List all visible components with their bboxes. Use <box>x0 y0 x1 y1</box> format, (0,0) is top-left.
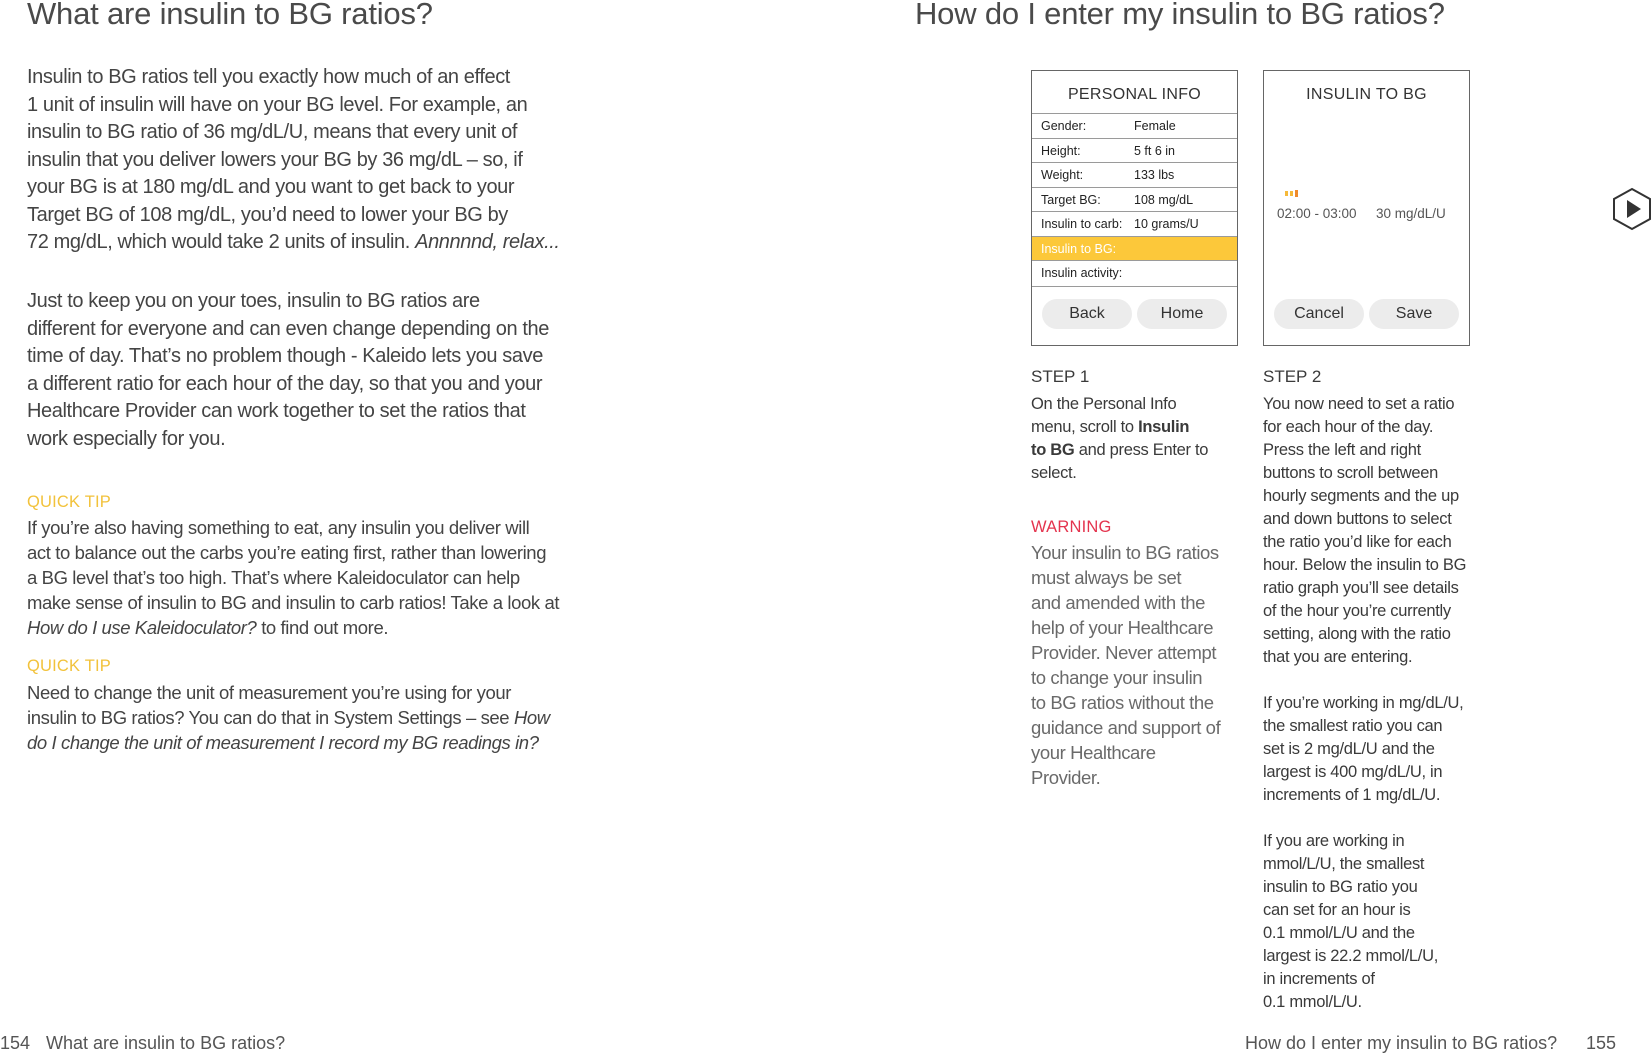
text-line: 1 unit of insulin will have on your BG level. For example, an <box>27 93 528 116</box>
text-line: hour. Below the insulin to BG <box>1263 556 1467 574</box>
quick-tip-label: QUICK TIP <box>27 493 112 511</box>
row-label: Gender: <box>1041 119 1087 133</box>
text-line: Your insulin to BG ratios <box>1031 542 1219 563</box>
personal-info-screen <box>1031 70 1238 346</box>
text-span: 72 mg/dL, which would take 2 units of insulin. <box>27 231 410 253</box>
kaleidoculator-link[interactable]: How do I use Kaleidoculator? <box>27 617 257 638</box>
text-span: and press Enter to <box>1074 441 1209 459</box>
ratio-graph-bars <box>1285 190 1297 197</box>
row-label: Insulin to carb: <box>1041 217 1123 231</box>
step-1-text <box>1031 393 1208 485</box>
graph-bar <box>1285 191 1288 196</box>
cancel-button[interactable]: Cancel <box>1274 299 1364 329</box>
text-line: select. <box>1031 464 1077 482</box>
text-line: 0.1 mmol/L/U and the <box>1263 924 1415 942</box>
text-line <box>27 705 550 730</box>
insulin-to-bg-screen <box>1263 70 1470 346</box>
info-row-gender[interactable] <box>1032 113 1237 139</box>
text-line: 0.1 mmol/L/U. <box>1263 993 1362 1011</box>
left-footer-title: What are insulin to BG ratios? <box>46 1033 286 1053</box>
row-label: Height: <box>1041 143 1081 158</box>
text-line: If you’re also having something to eat, any insulin you deliver will <box>27 517 530 538</box>
text-line: If you’re working in mg/dL/U, <box>1263 694 1464 712</box>
right-page-number: 155 <box>1586 1033 1617 1053</box>
text-line: in increments of <box>1263 970 1375 988</box>
text-line: Target BG of 108 mg/dL, you’d need to lower your BG by <box>27 203 508 226</box>
text-line: of the hour you’re currently <box>1263 602 1451 620</box>
quick-tip-2-text <box>27 680 550 755</box>
text-line: Provider. <box>1031 767 1101 788</box>
hour-segment: 02:00 - 03:00 <box>1277 206 1357 221</box>
text-line: guidance and support of <box>1031 717 1221 738</box>
text-line <box>27 730 550 755</box>
unit-settings-link[interactable]: do I change the unit of measurement I record my BG readings in? <box>27 732 539 753</box>
text-line: insulin to BG ratio you <box>1263 878 1418 896</box>
text-line: mmol/L/U, the smallest <box>1263 855 1425 873</box>
row-value: Female <box>1134 119 1176 133</box>
text-line: act to balance out the carbs you’re eating first, rather than lowering <box>27 542 547 563</box>
bold-term: Insulin <box>1138 418 1190 436</box>
row-value: 5 ft 6 in <box>1134 143 1175 158</box>
row-value: 108 mg/dL <box>1134 192 1194 207</box>
row-value: 133 lbs <box>1134 168 1175 182</box>
back-button[interactable]: Back <box>1042 299 1132 329</box>
text-line: insulin that you deliver lowers your BG by 36 mg/dL – so, if <box>27 148 523 171</box>
text-line: Just to keep you on your toes, insulin to BG ratios are <box>27 290 480 312</box>
text-line: setting, along with the ratio <box>1263 625 1451 643</box>
text-line: for each hour of the day. <box>1263 418 1434 436</box>
unit-settings-link[interactable]: How <box>513 707 550 728</box>
step-2-label: STEP 2 <box>1263 367 1322 386</box>
text-line: your BG is at 180 mg/dL and you want to get back to your <box>27 176 515 198</box>
text-line: that you are entering. <box>1263 648 1413 666</box>
row-label: Weight: <box>1041 168 1084 182</box>
second-paragraph <box>27 288 549 453</box>
text-line: buttons to scroll between <box>1263 464 1439 482</box>
home-button[interactable]: Home <box>1137 299 1227 329</box>
text-line: different for everyone and can even change depending on the <box>27 317 550 340</box>
bold-term: to BG <box>1031 441 1075 459</box>
text-line: make sense of insulin to BG and insulin to carb ratios! Take a look at <box>27 592 560 613</box>
info-row-insulin-to-bg[interactable] <box>1032 236 1237 262</box>
text-line <box>27 615 559 640</box>
step-1-label: STEP 1 <box>1031 367 1090 386</box>
text-line: a different ratio for each hour of the day, so that you and your <box>27 372 543 395</box>
save-button[interactable]: Save <box>1369 299 1459 329</box>
text-span: to find out more. <box>256 617 389 638</box>
ratio-value: 30 mg/dL/U <box>1376 206 1446 221</box>
paragraph-gap <box>1263 807 1466 830</box>
text-line: On the Personal Info <box>1031 395 1177 413</box>
paragraph-gap <box>1263 669 1466 692</box>
screen-title: PERSONAL INFO <box>1067 86 1202 103</box>
text-line: largest is 22.2 mmol/L/U, <box>1263 947 1438 965</box>
left-page-number: 154 <box>0 1033 31 1053</box>
info-row-insulin-to-carb[interactable] <box>1032 211 1237 237</box>
warning-text <box>1031 540 1220 790</box>
text-line: ratio graph you’ll see details <box>1263 579 1459 597</box>
text-line: and amended with the <box>1031 592 1206 613</box>
text-line: If you are working in <box>1263 832 1405 850</box>
text-line: You now need to set a ratio <box>1263 395 1455 413</box>
text-line: to change your insulin <box>1031 667 1203 688</box>
info-row-weight[interactable] <box>1032 162 1237 188</box>
text-line: can set for an hour is <box>1263 901 1411 919</box>
text-line <box>1031 416 1208 439</box>
text-line: largest is 400 mg/dL/U, in <box>1263 763 1443 781</box>
right-footer-title: How do I enter my insulin to BG ratios? <box>1245 1033 1558 1053</box>
text-line: Healthcare Provider can work together to set the ratios that <box>27 400 526 422</box>
text-line: Need to change the unit of measurement you’re using for your <box>27 682 512 703</box>
info-row-insulin-activity[interactable] <box>1032 260 1237 287</box>
info-row-height[interactable] <box>1032 138 1237 164</box>
text-line: Press the left and right <box>1263 441 1421 459</box>
left-page-title: What are insulin to BG ratios? <box>27 0 433 31</box>
text-line: and down buttons to select <box>1263 510 1452 528</box>
text-line: your Healthcare <box>1031 742 1156 763</box>
text-line: the ratio you’d like for each <box>1263 533 1452 551</box>
graph-bar <box>1290 191 1293 196</box>
text-line: set is 2 mg/dL/U and the <box>1263 740 1435 758</box>
text-line: insulin to BG ratio of 36 mg/dL/U, means that every unit of <box>27 121 517 143</box>
italic-aside: Annnnnd, relax... <box>415 231 560 253</box>
text-line: must always be set <box>1031 567 1182 588</box>
text-line <box>27 229 560 257</box>
text-line: work especially for you. <box>27 427 226 450</box>
warning-label: WARNING <box>1031 518 1112 536</box>
row-label: Target BG: <box>1041 192 1101 207</box>
text-line <box>1031 439 1208 462</box>
text-line: increments of 1 mg/dL/U. <box>1263 786 1441 804</box>
text-line: help of your Healthcare <box>1031 617 1214 638</box>
quick-tip-label: QUICK TIP <box>27 657 112 675</box>
text-line: hourly segments and the up <box>1263 487 1459 505</box>
text-line: a BG level that’s too high. That’s where Kaleidoculator can help <box>27 567 520 588</box>
graph-bar-selected <box>1295 190 1298 197</box>
text-span: insulin to BG ratios? You can do that in System Settings – see <box>27 707 514 728</box>
text-line: Insulin to BG ratios tell you exactly how much of an effect <box>27 66 510 88</box>
text-line: time of day. That’s no problem though - Kaleido lets you save <box>27 345 543 367</box>
text-line: to BG ratios without the <box>1031 692 1214 713</box>
row-label: Insulin activity: <box>1041 266 1123 280</box>
text-line: the smallest ratio you can <box>1263 717 1443 735</box>
screen-title: INSULIN TO BG <box>1306 86 1427 103</box>
intro-paragraph <box>27 64 560 257</box>
text-line: Provider. Never attempt <box>1031 642 1217 663</box>
text-span: menu, scroll to <box>1031 418 1139 436</box>
right-page-title: How do I enter my insulin to BG ratios? <box>915 0 1445 31</box>
quick-tip-1-text <box>27 515 559 640</box>
row-value: 10 grams/U <box>1134 217 1199 231</box>
step-2-text <box>1263 393 1466 1014</box>
row-label: Insulin to BG: <box>1041 241 1117 256</box>
info-row-target-bg[interactable] <box>1032 187 1237 213</box>
play-next-icon[interactable] <box>1613 187 1651 231</box>
